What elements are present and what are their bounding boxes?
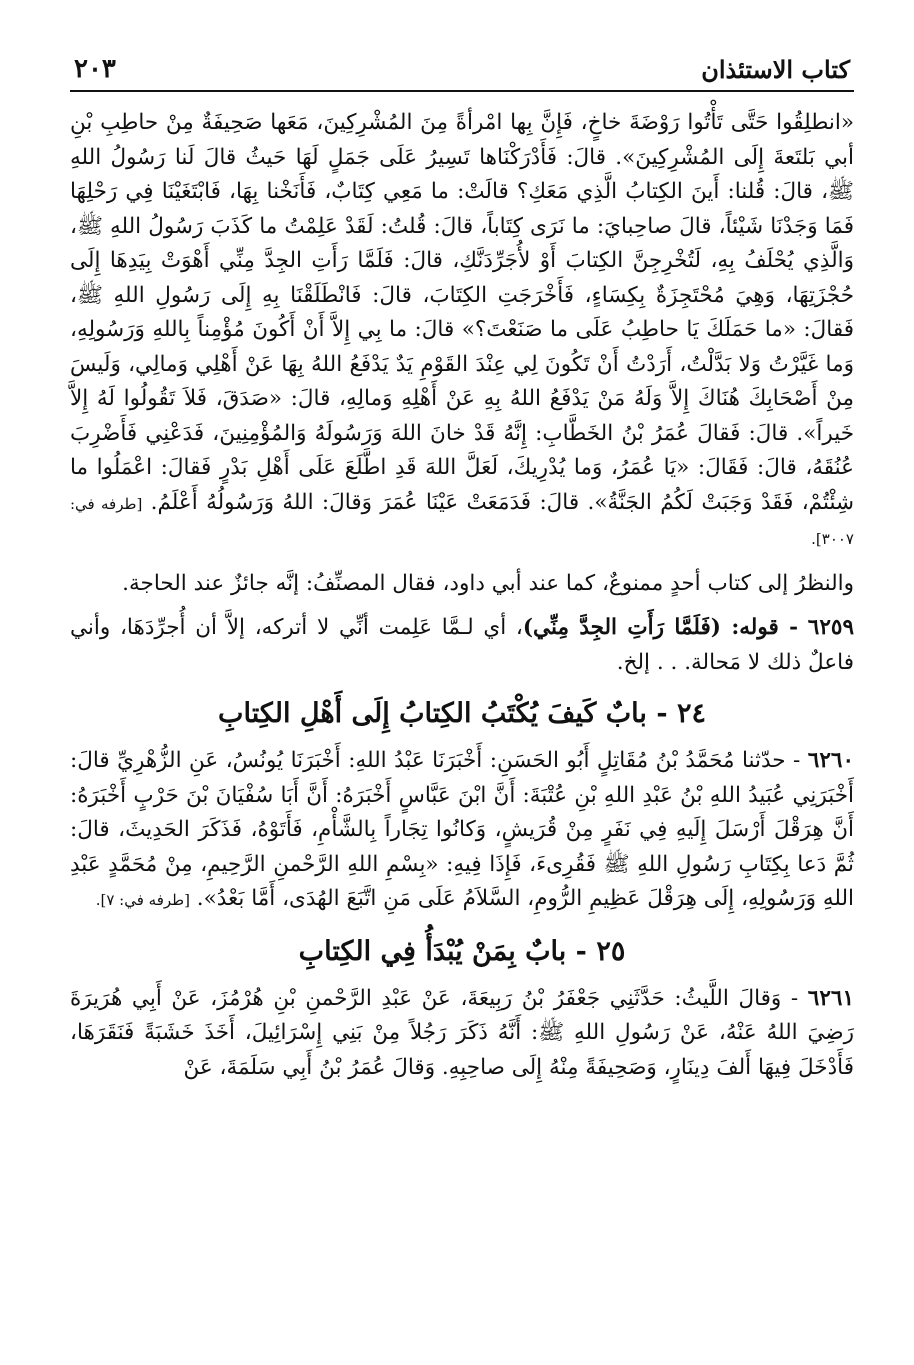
chapter-24-title: - بابٌ كَيفَ يُكْتَبُ الكِتابُ إِلَى أَهْلِ الكِتابِ [218,698,668,729]
hadith-6261-text: - وَقالَ اللَّيثُ: حَدَّثَنِي جَعْفَرُ بْنُ رَبِيعَةَ، عَنْ عَبْدِ الرَّحْمنِ بْنِ هُرْمُزَ، عَنْ أَبِي هُرَيرَةَ رَضِيَ اللهُ عَنْهُ، عَنْ رَسُولِ اللهِ ﷺ: أَنَّهُ ذَكَرَ رَجُلاً مِنْ بَنِي إِسْرَائِيلَ، أَخَذَ خَشَبَةً فَنَقَرَهَا، فَأَدْخَلَ فِيهَا أَلفَ دِينَارٍ، وَصَحِيفَةً مِنْهُ إِلَى صاحِبِهِ. وَقالَ عُمَرُ بْنُ أَبِي سَلَمَةَ، عَنْ [70,985,854,1080]
chapter-24-number: ٢٤ [676,698,706,729]
page-content [70,106,854,1085]
hadith-6259-body: «انطلِقُوا حَتَّى تَأْتُوا رَوْضَةَ خاخٍ، فَإِنَّ بِها امْرأةً مِنَ المُشْرِكِينَ، مَعَها صَحِيفَةٌ مِنْ حاطِبِ بْنِ أبي بَلتَعةَ إِلَى المُشْرِكِينَ». قالَ: فَأَدْرَكْنَاها تَسِيرُ عَلَى جَمَلٍ لَهَا حَيثُ قالَ لَنا رَسُولُ اللهِ ﷺ، قالَ: قُلنا: أَينَ الكِتابُ الَّذِي مَعَكِ؟ قالَتْ: ما مَعِي كِتَابٌ، فَأَنَخْنا بِهَا، فَابْتَغَيْنَا فِي رَحْلِهَا فَمَا وَجَدْنَا شَيْئاً، قالَ صاحِبايَ: ما نَرَى كِتَاباً، قالَ: قُلتُ: لَقَدْ عَلِمْتُ ما كَذَبَ رَسُولُ اللهِ ﷺ، وَالَّذِي يُحْلَفُ بِهِ، لَتُخْرِجِنَّ الكِتابَ أَوْ لأُجَرِّدَنَّكِ، قالَ: فَلَمَّا رَأَتِ الجِدَّ مِنِّي أَهْوَتْ بِيَدِهَا إِلَى حُجْزَتِهَا، وَهِيَ مُحْتَجِزَةٌ بِكِسَاءٍ، فَأَخْرَجَتِ الكِتَابَ، قالَ: فَانْطَلَقْنَا بِهِ إِلَى رَسُولِ اللهِ ﷺ، فَقالَ: «ما حَمَلَكَ يَا حاطِبُ عَلَى ما صَنَعْتَ؟» قالَ: ما بِي إِلاَّ أَنْ أَكُونَ مُؤْمِناً بِاللهِ وَرَسُولِهِ، وَما غَيَّرْتُ وَلا بَدَّلْتُ، أَرَدْتُ أَنْ تَكُونَ لِي عِنْدَ القَوْمِ يَدٌ يَدْفَعُ اللهُ بِهَا عَنْ أَهْلِي وَمالِي، وَلَيسَ مِنْ أَصْحَابِكَ هُنَاكَ إِلاَّ وَلَهُ مَنْ يَدْفَعُ اللهُ بِهِ عَنْ أَهْلِهِ وَمالِهِ، قالَ: «صَدَقَ، فَلاَ تَقُولُوا لَهُ إِلاَّ خَيراً». قالَ: فَقالَ عُمَرُ بْنُ الخَطَّابِ: إِنَّهُ قَدْ خانَ اللهَ وَرَسُولَهُ وَالمُؤْمِنِينَ، فَدَعْنِي فَأَضْرِبَ عُنُقَهُ، قالَ: فَقَالَ: «يَا عُمَرُ، وَما يُدْرِيكَ، لَعَلَّ اللهَ قَدِ اطَّلَعَ عَلَى أَهْلِ بَدْرٍ فَقالَ: اعْمَلُوا ما شِئْتُمْ، فَقَدْ وَجَبَتْ لَكُمُ الجَنَّةُ». قالَ: فَدَمَعَتْ عَيْنَا عُمَرَ وَقالَ: اللهُ وَرَسُولُهُ أَعْلَمُ. [70,110,854,515]
running-header [70,52,854,92]
hadith-6260-text: - حدّثنا مُحَمَّدُ بْنُ مُقَاتِلٍ أَبُو الحَسَنِ: أَخْبَرَنَا عَبْدُ اللهِ: أَخْبَرَنَا يُونُسُ، عَنِ الزُّهْرِيِّ قالَ: أَخْبَرَنِي عُبَيدُ اللهِ بْنُ عَبْدِ اللهِ بْنِ عُتْبَةَ: أَنَّ ابْنَ عَبَّاسٍ أَخْبَرَهُ: أَنَّ أَبَا سُفْيَانَ بْنَ حَرْبٍ أَخْبَرَهُ: أَنَّ هِرَقْلَ أَرْسَلَ إِلَيهِ فِي نَفَرٍ مِنْ قُرَيشٍ، وَكانُوا تِجَاراً بِالشَّأْمِ، فَأَتَوْهُ، فَذَكَرَ الحَدِيثَ، قالَ: ثُمَّ دَعا بِكِتَابِ رَسُولِ اللهِ ﷺ فَقُرِىءَ، فَإِذَا فِيهِ: «بِسْمِ اللهِ الرَّحْمنِ الرَّحِيمِ، مِنْ مُحَمَّدٍ عَبْدِ اللهِ وَرَسُولِهِ، إِلَى هِرَقْلَ عَظِيمِ الرُّومِ، السَّلاَمُ عَلَى مَنِ اتَّبَعَ الهُدَى، أَمَّا بَعْدُ». [70,748,854,911]
chapter-24-heading [70,694,854,734]
hadith-6259-text [70,106,854,557]
book-title: كتاب الاستئذان [701,55,850,84]
chapter-25-heading [70,932,854,972]
hadith-6260-cross-reference: [طرفه في: ٧]. [95,891,190,909]
note-6259-text: ، أي لـمَّا عَلِمت أنِّي لا أتركه، إلاَّ أن أُجرِّدَهَا، وأني فاعلٌ ذلك لا مَحالة. . . إلخ. [70,615,854,675]
chapter-25-number: ٢٥ [596,935,626,967]
hadith-6261 [70,982,854,1086]
note-6259-lead: - قوله: (فَلَمَّا رَأَتِ الجِدَّ مِنِّي) [522,615,799,640]
hadith-6260-number: ٦٢٦٠ [807,748,854,773]
note-6259-number: ٦٢٥٩ [807,615,854,640]
hadith-6261-number: ٦٢٦١ [807,985,854,1011]
note-6259 [70,611,854,680]
page-number: ٢٠٣ [74,54,116,84]
commentary-paragraph: والنظرُ إلى كتاب أحدٍ ممنوعٌ، كما عند أبي داود، فقال المصنِّفُ: إنَّه جائزٌ عند الحاجة. [122,570,854,596]
chapter-25-title: - بابٌ بِمَنْ يُبْدَأُ فِي الكِتابِ [298,935,587,967]
hadith-6259-cross-reference: [طرفه في: ٣٠٠٧]. [70,494,854,548]
hadith-6260 [70,744,854,918]
